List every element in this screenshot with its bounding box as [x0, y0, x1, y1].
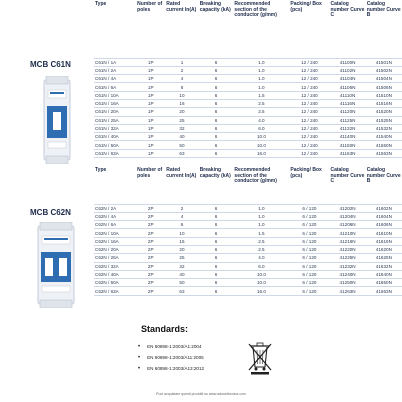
table-cell: C62N / 25A: [94, 254, 136, 262]
table-cell: 4.0: [233, 254, 289, 262]
table-cell: 10.0: [233, 141, 289, 149]
table-cell: 1.0: [233, 66, 289, 74]
col-curve-b: Catalog number Curve B: [366, 167, 401, 185]
table-cell: 41116N: [329, 99, 365, 107]
table-cell: 41106N: [329, 83, 365, 91]
table-cell: 6 / 120: [289, 212, 329, 220]
table-cell: 50: [165, 279, 198, 287]
table-cell: 41163N: [329, 149, 365, 157]
table-cell: 4.0: [233, 116, 289, 124]
table-cell: 41532N: [366, 124, 402, 132]
table-cell: 41602N: [366, 204, 402, 212]
table-cell: 6: [199, 66, 234, 74]
table-cell: 41501N: [366, 58, 402, 66]
table-cell: 32: [165, 262, 198, 270]
table-cell: 2.5: [233, 245, 289, 253]
table-row: [94, 99, 402, 107]
table-cell: 1P: [136, 58, 165, 66]
table-cell: 6.0: [233, 124, 289, 132]
table-cell: 41102N: [329, 66, 365, 74]
table-row: [94, 287, 402, 295]
table-cell: 41616N: [366, 237, 402, 245]
table-cell: 6: [199, 75, 234, 83]
table-cell: 41206N: [329, 221, 365, 229]
table-cell: 6 / 120: [289, 287, 329, 295]
table-cell: 41510N: [366, 91, 402, 99]
col-current: Rated current In(A): [166, 167, 197, 179]
table-cell: 6 / 120: [289, 270, 329, 278]
table-cell: 41632N: [366, 262, 402, 270]
table-cell: 6 / 120: [289, 204, 329, 212]
table-cell: 1.5: [233, 91, 289, 99]
col-curve-b: Catalog number Curve B: [366, 1, 401, 19]
table-row: [94, 212, 402, 220]
table-cell: 1P: [136, 133, 165, 141]
table-row: [94, 66, 402, 74]
col-type: Type: [95, 167, 107, 173]
table-cell: C62N / 10A: [94, 229, 136, 237]
table-cell: C61N / 32A: [94, 124, 136, 132]
table-cell: 6: [199, 237, 234, 245]
table-cell: 6: [199, 124, 234, 132]
table-c61n-body: [94, 58, 402, 158]
table-cell: 1P: [136, 149, 165, 157]
table-cell: C62N / 32A: [94, 262, 136, 270]
table-cell: 41240N: [329, 270, 365, 278]
table-cell: 12 / 240: [289, 108, 329, 116]
table-cell: 6: [199, 212, 234, 220]
col-type: Type: [95, 1, 107, 7]
table-cell: 6: [199, 133, 234, 141]
table-cell: C62N / 6A: [94, 221, 136, 229]
table-cell: C61N / 1A: [94, 58, 136, 66]
table-cell: 6 / 120: [289, 221, 329, 229]
table-cell: 12 / 240: [289, 149, 329, 157]
table-cell: 2P: [136, 204, 165, 212]
table-c62n: [94, 168, 402, 296]
table-cell: 10.0: [233, 279, 289, 287]
table-cell: 2P: [136, 254, 165, 262]
table-cell: 25: [165, 116, 198, 124]
table-cell: 1: [165, 58, 198, 66]
table-cell: 41620N: [366, 245, 402, 253]
table-cell: 12 / 240: [289, 66, 329, 74]
table-cell: 63: [165, 149, 198, 157]
table-cell: 41540N: [366, 133, 402, 141]
table-cell: 1.0: [233, 75, 289, 83]
table-cell: 1.0: [233, 221, 289, 229]
table-cell: 6: [199, 58, 234, 66]
table-cell: 2P: [136, 270, 165, 278]
table-cell: 41516N: [366, 99, 402, 107]
table-cell: 6: [165, 83, 198, 91]
table-cell: 41202N: [329, 204, 365, 212]
table-cell: 1P: [136, 99, 165, 107]
table-cell: 2P: [136, 279, 165, 287]
table-cell: 6: [199, 221, 234, 229]
table-cell: 6 / 120: [289, 245, 329, 253]
table-cell: 41210N: [329, 229, 365, 237]
table-cell: 12 / 240: [289, 75, 329, 83]
table-c62n-body: [94, 204, 402, 295]
section-title-c61n: MCB C61N: [30, 60, 71, 69]
table-cell: 16: [165, 237, 198, 245]
table-cell: C62N / 20A: [94, 245, 136, 253]
col-current: Rated current In(A): [166, 1, 197, 13]
table-cell: 12 / 240: [289, 91, 329, 99]
table-cell: 10: [165, 91, 198, 99]
table-cell: 12 / 240: [289, 99, 329, 107]
table-cell: 41232N: [329, 262, 365, 270]
table-row: [94, 262, 402, 270]
col-packing: Packing/ Box (pcs): [290, 1, 322, 13]
standards-title: Standards:: [141, 324, 189, 334]
table-cell: 6: [199, 262, 234, 270]
table-row: [94, 141, 402, 149]
table-cell: 40: [165, 270, 198, 278]
table-cell: C61N / 16A: [94, 99, 136, 107]
table-cell: 6: [199, 91, 234, 99]
table-cell: 6: [199, 149, 234, 157]
table-cell: 1P: [136, 75, 165, 83]
table-cell: 41204N: [329, 212, 365, 220]
table-cell: 41550N: [366, 141, 402, 149]
table-cell: 16.0: [233, 287, 289, 295]
table-cell: 4: [165, 212, 198, 220]
table-cell: 6 / 120: [289, 229, 329, 237]
section-title-c62n: MCB C62N: [30, 208, 71, 217]
table-cell: 41525N: [366, 116, 402, 124]
table-cell: 6: [199, 229, 234, 237]
table-cell: 16: [165, 99, 198, 107]
table-cell: 41625N: [366, 254, 402, 262]
table-cell: C61N / 10A: [94, 91, 136, 99]
table-cell: C61N / 50A: [94, 141, 136, 149]
table-cell: 1.5: [233, 229, 289, 237]
table-cell: 41650N: [366, 279, 402, 287]
table-cell: 1P: [136, 124, 165, 132]
col-poles: Number of poles: [137, 1, 163, 13]
table-row: [94, 58, 402, 66]
standards-list: [138, 341, 204, 374]
table-cell: 12 / 240: [289, 141, 329, 149]
table-cell: 41150N: [329, 141, 365, 149]
standard-item: • EN 60898-1:2003/A13:2012: [138, 363, 204, 374]
table-cell: 6 / 120: [289, 254, 329, 262]
table-cell: 2.5: [233, 237, 289, 245]
table-cell: 41225N: [329, 254, 365, 262]
table-cell: 41610N: [366, 229, 402, 237]
table-cell: 41132N: [329, 124, 365, 132]
standard-item: • EN 60898-1:2003/A1:2004: [138, 341, 204, 352]
table-c61n: [94, 2, 402, 158]
table-cell: 1P: [136, 141, 165, 149]
table-cell: 41263N: [329, 287, 365, 295]
table-cell: 41110N: [329, 91, 365, 99]
table-cell: 41520N: [366, 108, 402, 116]
table-cell: 6 / 120: [289, 237, 329, 245]
table-cell: C61N / 6A: [94, 83, 136, 91]
table-cell: 2P: [136, 262, 165, 270]
col-curve-c: Catalog number Curve C: [330, 167, 365, 185]
table-cell: 6: [199, 141, 234, 149]
table-cell: 12 / 240: [289, 58, 329, 66]
table-cell: C61N / 20A: [94, 108, 136, 116]
table-cell: 2P: [136, 287, 165, 295]
col-section: Recommended section of the conductor (g/mm): [234, 1, 277, 19]
table-cell: 12 / 240: [289, 124, 329, 132]
table-cell: 40: [165, 133, 198, 141]
col-poles: Number of poles: [137, 167, 163, 179]
table-cell: 10.0: [233, 270, 289, 278]
col-breaking: Breaking capacity (kA): [199, 1, 231, 13]
table-cell: 41220N: [329, 245, 365, 253]
table-cell: 1.0: [233, 83, 289, 91]
table-row: [94, 254, 402, 262]
table-cell: C62N / 4A: [94, 212, 136, 220]
table-cell: 6: [165, 221, 198, 229]
table-cell: 1P: [136, 108, 165, 116]
table-row: [94, 237, 402, 245]
table-cell: 41606N: [366, 221, 402, 229]
table-cell: C61N / 63A: [94, 149, 136, 157]
table-row: [94, 229, 402, 237]
table-cell: C62N / 2A: [94, 204, 136, 212]
table-cell: 6: [199, 270, 234, 278]
table-row: [94, 270, 402, 278]
table-cell: 10: [165, 229, 198, 237]
table-cell: 1P: [136, 91, 165, 99]
standard-item: • EN 60898-1:2003/A11:2005: [138, 352, 204, 363]
weee-bin-icon: [247, 341, 273, 375]
table-cell: 41604N: [366, 212, 402, 220]
table-cell: C61N / 2A: [94, 66, 136, 74]
table-cell: 6: [199, 254, 234, 262]
table-cell: 1.0: [233, 204, 289, 212]
table-cell: 6 / 120: [289, 262, 329, 270]
table-row: [94, 221, 402, 229]
table-cell: C62N / 50A: [94, 279, 136, 287]
col-curve-c: Catalog number Curve C: [330, 1, 365, 19]
table-cell: 41120N: [329, 108, 365, 116]
table-cell: 1P: [136, 66, 165, 74]
table-cell: C61N / 40A: [94, 133, 136, 141]
table-cell: C62N / 16A: [94, 237, 136, 245]
breaker-2p-image: [36, 222, 76, 308]
table-cell: 32: [165, 124, 198, 132]
table-cell: 41504N: [366, 75, 402, 83]
table-cell: 41506N: [366, 83, 402, 91]
table-cell: 6: [199, 204, 234, 212]
table-cell: C61N / 25A: [94, 116, 136, 124]
table-cell: 20: [165, 245, 198, 253]
table-row: [94, 149, 402, 157]
table-cell: 41640N: [366, 270, 402, 278]
table-cell: 16.0: [233, 149, 289, 157]
table-cell: 2P: [136, 237, 165, 245]
table-cell: 1.0: [233, 58, 289, 66]
table-cell: 6 / 120: [289, 279, 329, 287]
table-cell: 41216N: [329, 237, 365, 245]
table-cell: C61N / 4A: [94, 75, 136, 83]
table-cell: 6: [199, 116, 234, 124]
table-cell: 63: [165, 287, 198, 295]
table-row: [94, 116, 402, 124]
table-cell: 2.5: [233, 99, 289, 107]
table-cell: 41663N: [366, 287, 402, 295]
table-cell: 41104N: [329, 75, 365, 83]
table-cell: 41563N: [366, 149, 402, 157]
table-cell: 25: [165, 254, 198, 262]
table-cell: 6: [199, 279, 234, 287]
table-cell: 2P: [136, 229, 165, 237]
table-cell: 41100N: [329, 58, 365, 66]
table-cell: 6: [199, 287, 234, 295]
col-breaking: Breaking capacity (kA): [199, 167, 231, 179]
table-cell: 41125N: [329, 116, 365, 124]
table-cell: 2P: [136, 212, 165, 220]
col-section: Recommended section of the conductor (g/mm): [234, 167, 277, 185]
table-cell: C62N / 40A: [94, 270, 136, 278]
table-cell: 1P: [136, 116, 165, 124]
table-cell: 41140N: [329, 133, 365, 141]
table-cell: 6.0: [233, 262, 289, 270]
col-packing: Packing/ Box (pcs): [290, 167, 322, 179]
table-cell: 20: [165, 108, 198, 116]
table-row: [94, 279, 402, 287]
table-row: [94, 245, 402, 253]
table-cell: 6: [199, 83, 234, 91]
table-cell: 12 / 240: [289, 83, 329, 91]
table-cell: 12 / 240: [289, 116, 329, 124]
table-row: [94, 124, 402, 132]
table-cell: 6: [199, 99, 234, 107]
table-row: [94, 83, 402, 91]
table-cell: 10.0: [233, 133, 289, 141]
table-row: [94, 204, 402, 212]
table-cell: 1P: [136, 83, 165, 91]
table-cell: 2: [165, 204, 198, 212]
table-cell: 41250N: [329, 279, 365, 287]
table-cell: 4: [165, 75, 198, 83]
table-row: [94, 108, 402, 116]
table-cell: C62N / 63A: [94, 287, 136, 295]
table-cell: 6: [199, 245, 234, 253]
table-cell: 1.0: [233, 212, 289, 220]
table-cell: 2: [165, 66, 198, 74]
table-cell: 12 / 240: [289, 133, 329, 141]
table-cell: 2.5: [233, 108, 289, 116]
table-cell: 2P: [136, 221, 165, 229]
table-row: [94, 91, 402, 99]
breaker-1p-image: [42, 76, 72, 164]
table-row: [94, 75, 402, 83]
table-cell: 2P: [136, 245, 165, 253]
table-cell: 50: [165, 141, 198, 149]
footer-text: Puoi acquistare questi prodotti su www.adusettronica.com: [156, 392, 246, 396]
table-row: [94, 133, 402, 141]
table-cell: 41502N: [366, 66, 402, 74]
table-cell: 6: [199, 108, 234, 116]
